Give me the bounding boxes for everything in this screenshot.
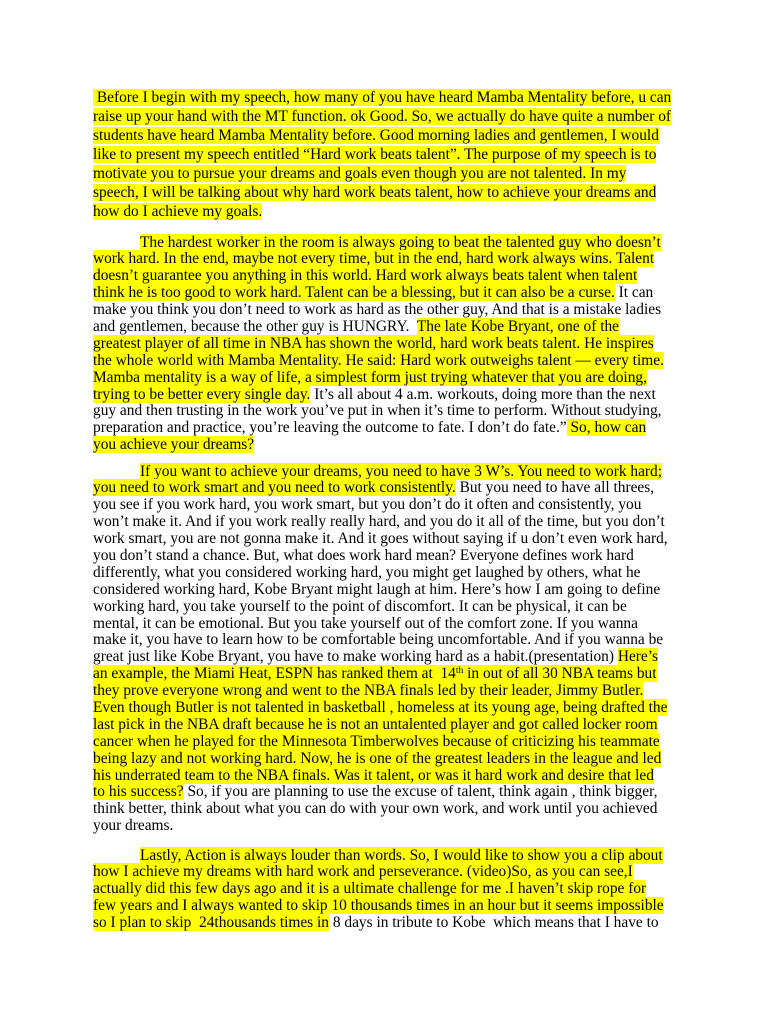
plain-text: make you think you don’t need to work as hard as the other guy, And that is a mistake ladies: [93, 301, 662, 319]
plain-text: So, if you are planning to use the excuse of talent, think again , think bigger,: [183, 783, 658, 801]
text-line: [93, 235, 743, 252]
text-line: [93, 898, 743, 915]
highlighted-text: greatest player of all time in NBA has shown the world, hard work beats talent. He inspires: [93, 334, 654, 352]
highlighted-text: The hardest worker in the room is always going to beat the talented guy who doesn’t: [140, 233, 661, 251]
highlighted-text: work hard. In the end, maybe not every time, but in the end, hard work always wins. Talent: [93, 250, 655, 268]
highlighted-text: think he is too good to work hard. Talent can be a blessing, but it can also be a curse.: [93, 284, 615, 302]
text-line: [93, 353, 743, 370]
text-line: [93, 784, 743, 801]
highlighted-text: you need to work smart and you need to work consistently.: [93, 479, 456, 497]
highlighted-text: Lastly, Action is always louder than words. So, I would like to show you a clip about: [140, 846, 663, 864]
text-line: [93, 88, 743, 107]
text-line: [93, 548, 743, 565]
plain-text: It’s all about 4 a.m. workouts, doing more than the next: [310, 385, 656, 403]
plain-text: mental, it can be emotional. But you take yourself out of the comfort zone. If you wanna: [93, 614, 638, 632]
text-line: [93, 632, 743, 649]
highlighted-text: to his success?: [93, 783, 184, 801]
text-line: [93, 268, 743, 285]
paragraph-hard-work-beats-talent: [93, 235, 743, 455]
text-line: [93, 251, 743, 268]
text-line: [93, 881, 743, 898]
plain-text: guy and then trusting in the work you’ve put in when it’s time to perform. Without studying,: [93, 402, 662, 420]
highlighted-text: cancer when he played for the Minnesota Timberwolves because of criticizing his teammate: [93, 732, 660, 750]
text-line: [93, 202, 743, 221]
text-line: [93, 420, 743, 437]
highlighted-text: So, how can: [566, 419, 647, 437]
text-line: [93, 480, 743, 497]
text-line: [93, 302, 743, 319]
highlighted-text: they prove everyone wrong and went to the NBA finals led by their leader, Jimmy Butler.: [93, 682, 644, 700]
text-line: [93, 801, 743, 818]
highlighted-text: Mamba mentality is a way of life, a simplest form just trying whatever that you are doing,: [93, 368, 647, 386]
highlighted-text: speech, I will be talking about why hard work beats talent, how to achieve your dreams and: [93, 184, 657, 201]
text-line: [93, 531, 743, 548]
text-line: [93, 319, 743, 336]
plain-text: you don’t stand a chance. But, what does work hard mean? Everyone defines work hard: [93, 546, 634, 564]
highlighted-text: [93, 665, 657, 682]
text-line: [93, 768, 743, 785]
plain-text: won’t make it. And if you work really really hard, and you do it all of the time, but you don’t: [93, 513, 665, 531]
text-line: [93, 818, 743, 835]
plain-text: your dreams.: [93, 817, 174, 835]
highlighted-text: being lazy and not working hard. Now, he is one of the greatest leaders in the league and led: [93, 749, 662, 767]
plain-text: considered working hard, Kobe Bryant might laugh at him. Here’s how I am going to define: [93, 580, 661, 598]
text-line: [93, 751, 743, 768]
plain-text: make it, you have to learn how to be comfortable being uncomfortable. And if you wanna be: [93, 631, 664, 649]
text-line: [93, 387, 743, 404]
text-line: [93, 183, 743, 202]
highlighted-text: motivate you to pursue your dreams and goals even though you are not talented. In my: [93, 165, 627, 182]
highlighted-text: his underrated team to the NBA finals. Was it talent, or was it hard work and desire that led: [93, 766, 654, 784]
highlighted-text: raise up your hand with the MT function. ok Good. So, we actually do have quite a number of: [93, 108, 672, 125]
text-segment: in out of all 30 NBA teams but: [463, 665, 657, 683]
text-line: [93, 666, 743, 683]
plain-text: working hard, you take yourself to the point of discomfort. It can be physical, it can be: [93, 597, 627, 615]
highlighted-text: students have heard Mamba Mentality before. Good morning ladies and gentlemen, I would: [93, 127, 659, 144]
highlighted-text: few years and I always wanted to skip 10 thousands times in an hour but it seems impossible: [93, 897, 664, 915]
highlighted-text: last pick in the NBA draft because he is not an untalented player and got called locker room: [93, 715, 658, 733]
text-line: [93, 107, 743, 126]
text-line: [93, 616, 743, 633]
text-line: [93, 599, 743, 616]
plain-text: differently, what you considered working hard, you might get laughed by others, what he: [93, 563, 641, 581]
plain-text: and gentlemen, because the other guy is HUNGRY.: [93, 317, 417, 335]
highlighted-text: The late Kobe Bryant, one of the: [416, 317, 620, 335]
text-segment: an example, the Miami Heat, ESPN has ranked them at 14: [93, 665, 456, 683]
highlighted-text: the whole world with Mamba Mentality. He said: Hard work outweighs talent — every time.: [93, 351, 664, 369]
text-line: [93, 403, 743, 420]
highlighted-text: so I plan to skip 24thousands times in: [93, 914, 329, 932]
text-line: [93, 145, 743, 164]
text-line: [93, 370, 743, 387]
plain-text: great just like Kobe Bryant, you have to make working hard as a habit.(presentation): [93, 648, 618, 666]
plain-text: It can: [614, 284, 654, 302]
paragraph-introduction: [93, 88, 743, 221]
highlighted-text: actually did this few days ago and it is a ultimate challenge for me .I haven’t skip rope for: [93, 880, 647, 898]
text-line: [93, 700, 743, 717]
highlighted-text: trying to be better every single day.: [93, 385, 311, 403]
text-line: [93, 565, 743, 582]
text-line: [93, 582, 743, 599]
text-line: [93, 848, 743, 865]
text-line: [93, 864, 743, 881]
highlighted-text: how I achieve my dreams with hard work and perseverance. (video)So, as you can see,I: [93, 863, 633, 881]
superscript-ordinal: th: [455, 664, 464, 676]
plain-text: preparation and practice, you’re leaving the outcome to fate. I don’t do fate.”: [93, 419, 567, 437]
highlighted-text: doesn’t guarantee you anything in this world. Hard work always beats talent when talent: [93, 267, 638, 285]
text-line: [93, 164, 743, 183]
highlighted-text: Before I begin with my speech, how many of you have heard Mamba Mentality before, u can: [93, 89, 672, 106]
paragraph-action-louder-than-words: [93, 848, 743, 932]
text-line: [93, 497, 743, 514]
text-line: [93, 915, 743, 932]
text-line: [93, 717, 743, 734]
highlighted-text: Here’s: [617, 648, 659, 666]
text-line: [93, 514, 743, 531]
text-line: [93, 683, 743, 700]
highlighted-text: If you want to achieve your dreams, you need to have 3 W’s. You need to work hard;: [140, 462, 663, 480]
highlighted-text: how do I achieve my goals.: [93, 203, 263, 220]
plain-text: you see if you work hard, you work smart, but you don’t do it often and consistently, you: [93, 496, 642, 514]
highlighted-text: like to present my speech entitled “Hard work beats talent”. The purpose of my speech is to: [93, 146, 657, 163]
text-line: [93, 649, 743, 666]
text-line: [93, 285, 743, 302]
plain-text: 8 days in tribute to Kobe which means that I have to: [329, 914, 659, 932]
plain-text: think better, think about what you can do with your own work, and work until you achieved: [93, 800, 658, 818]
text-line: [93, 336, 743, 353]
paragraph-three-ws: [93, 464, 743, 836]
text-line: [93, 734, 743, 751]
highlighted-text: you achieve your dreams?: [93, 436, 255, 454]
text-line: [93, 437, 743, 454]
text-line: [93, 464, 743, 481]
plain-text: work smart, you are not gonna make it. And it goes without saying if u don’t even work hard,: [93, 530, 668, 548]
plain-text: But you need to have all threes,: [455, 479, 655, 497]
highlighted-text: Even though Butler is not talented in basketball , homeless at its young age, being drafted the: [93, 698, 668, 716]
text-line: [93, 126, 743, 145]
